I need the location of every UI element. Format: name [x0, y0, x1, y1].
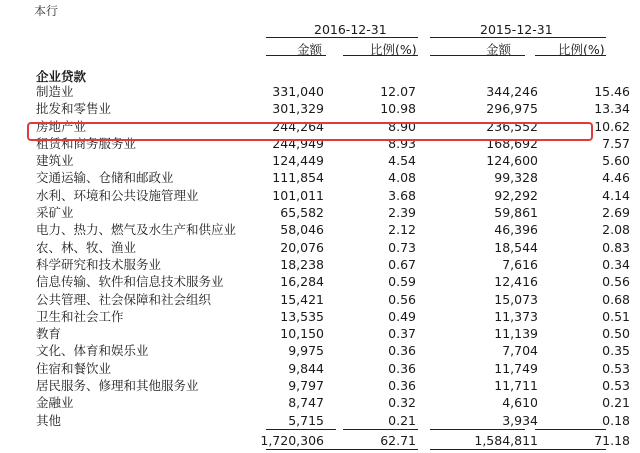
amount-2016: 10,150 — [280, 326, 324, 342]
ratio-2015: 0.21 — [602, 395, 630, 411]
amount-2015: 59,861 — [494, 205, 538, 221]
amount-2016: 18,238 — [280, 256, 324, 272]
period-2015-rule — [430, 37, 606, 38]
total-bottom-rule — [266, 449, 418, 450]
industry-name: 居民服务、修理和其他服务业 — [36, 378, 199, 394]
subheader-rule — [266, 55, 326, 56]
unit-label: 本行 — [34, 4, 59, 18]
total-row — [0, 432, 640, 449]
amount-2016: 111,854 — [272, 170, 324, 186]
amount-2015: 3,934 — [502, 412, 538, 428]
ratio-2016: 10.98 — [380, 101, 416, 117]
amount-2015-header: 金额 — [486, 42, 512, 57]
amount-2015: 7,704 — [502, 343, 538, 359]
amount-2015: 4,610 — [502, 395, 538, 411]
ratio-2016: 0.32 — [388, 395, 416, 411]
industry-name: 住宿和餐饮业 — [36, 360, 112, 376]
ratio-2016: 0.73 — [388, 239, 416, 255]
subheader-rule — [430, 55, 525, 56]
amount-2016: 244,949 — [272, 135, 324, 151]
ratio-2015: 0.35 — [602, 343, 630, 359]
table-row — [0, 187, 640, 204]
ratio-2015: 0.56 — [602, 274, 630, 290]
ratio-2016: 8.93 — [388, 135, 416, 151]
total-rule — [343, 429, 418, 430]
amount-2016: 65,582 — [280, 205, 324, 221]
amount-2016: 9,844 — [288, 360, 324, 376]
ratio-2015: 10.62 — [594, 118, 630, 134]
table-row — [0, 360, 640, 377]
table-row — [0, 273, 640, 290]
ratio-2016: 2.39 — [388, 205, 416, 221]
industry-name: 批发和零售业 — [36, 101, 112, 117]
table-row — [0, 377, 640, 394]
ratio-2015: 15.46 — [594, 84, 630, 99]
section-title: 企业贷款 — [36, 69, 87, 84]
ratio-2016: 4.08 — [388, 170, 416, 186]
amount-2016: 124,449 — [272, 153, 324, 169]
amount-2016: 301,329 — [272, 101, 324, 117]
amount-2015: 12,416 — [494, 274, 538, 290]
ratio-2015: 0.34 — [602, 256, 630, 272]
amount-2015: 11,749 — [494, 360, 538, 376]
industry-name: 文化、体育和娱乐业 — [36, 343, 149, 359]
period-2015-header: 2015-12-31 — [480, 22, 553, 37]
industry-name: 信息传输、软件和信息技术服务业 — [36, 274, 224, 290]
total-bottom-rule — [430, 449, 606, 450]
table-row — [0, 412, 640, 429]
subheader-rule — [343, 55, 418, 56]
ratio-2016: 0.36 — [388, 343, 416, 359]
ratio-2015: 2.69 — [602, 205, 630, 221]
ratio-2015: 0.18 — [602, 412, 630, 428]
total-rule — [266, 429, 336, 430]
highlight-box — [27, 122, 593, 141]
amount-2015: 11,373 — [494, 308, 538, 324]
industry-name: 制造业 — [36, 84, 74, 99]
ratio-2016: 0.67 — [388, 256, 416, 272]
ratio-2016: 0.56 — [388, 291, 416, 307]
ratio-2015: 0.53 — [602, 360, 630, 376]
total-rule — [430, 429, 525, 430]
industry-name: 建筑业 — [36, 153, 74, 169]
ratio-2016: 12.07 — [380, 84, 416, 99]
amount-2015: 99,328 — [494, 170, 538, 186]
amount-2016: 15,421 — [280, 291, 324, 307]
table-row — [0, 256, 640, 273]
ratio-2015: 4.14 — [602, 187, 630, 203]
industry-name: 租赁和商务服务业 — [36, 135, 137, 151]
amount-2015: 7,616 — [502, 256, 538, 272]
ratio-2016-header: 比例(%) — [370, 42, 417, 57]
ratio-2015: 2.08 — [602, 222, 630, 238]
ratio-2016: 2.12 — [388, 222, 416, 238]
table-row — [0, 342, 640, 359]
table-row — [0, 221, 640, 238]
ratio-2016: 3.68 — [388, 187, 416, 203]
ratio-2015: 0.53 — [602, 378, 630, 394]
amount-2016: 9,975 — [288, 343, 324, 359]
period-2016-header: 2016-12-31 — [314, 22, 387, 37]
industry-name: 水利、环境和公共设施管理业 — [36, 187, 199, 203]
amount-2015: 11,711 — [494, 378, 538, 394]
amount-2016: 58,046 — [280, 222, 324, 238]
ratio-2015: 0.68 — [602, 291, 630, 307]
ratio-2016: 0.36 — [388, 360, 416, 376]
amount-2016: 9,797 — [288, 378, 324, 394]
amount-2016: 13,535 — [280, 308, 324, 324]
amount-2016-header: 金额 — [297, 42, 323, 57]
ratio-2015: 13.34 — [594, 101, 630, 117]
industry-name: 卫生和社会工作 — [36, 308, 124, 324]
table-row — [0, 239, 640, 256]
subheader-rule — [535, 55, 606, 56]
ratio-2015: 0.83 — [602, 239, 630, 255]
amount-2016: 20,076 — [280, 239, 324, 255]
table-row — [0, 204, 640, 221]
industry-name: 公共管理、社会保障和社会组织 — [36, 291, 212, 307]
industry-name: 科学研究和技术服务业 — [36, 256, 162, 272]
amount-2015: 296,975 — [486, 101, 538, 117]
industry-name: 农、林、牧、渔业 — [36, 239, 137, 255]
industry-name: 教育 — [36, 326, 62, 342]
period-2016-rule — [266, 37, 418, 38]
table-row — [0, 169, 640, 186]
amount-2015: 15,073 — [494, 291, 538, 307]
amount-2015: 11,139 — [494, 326, 538, 342]
total-ratio-2016: 62.71 — [380, 433, 416, 448]
amount-2015: 168,692 — [486, 135, 538, 151]
ratio-2015: 5.60 — [602, 153, 630, 169]
amount-2015: 236,552 — [486, 118, 538, 134]
industry-name: 采矿业 — [36, 205, 74, 221]
amount-2015: 46,396 — [494, 222, 538, 238]
ratio-2016: 4.54 — [388, 153, 416, 169]
total-amount-2015: 1,584,811 — [474, 433, 538, 448]
ratio-2015: 7.57 — [602, 135, 630, 151]
ratio-2016: 0.37 — [388, 326, 416, 342]
ratio-2016: 0.21 — [388, 412, 416, 428]
table-row — [0, 325, 640, 342]
table-row — [0, 152, 640, 169]
table-row — [0, 83, 640, 100]
industry-name: 金融业 — [36, 395, 74, 411]
amount-2016: 5,715 — [288, 412, 324, 428]
table-row — [0, 291, 640, 308]
total-rule — [535, 429, 606, 430]
total-ratio-2015: 71.18 — [594, 433, 630, 448]
amount-2016: 244,264 — [272, 118, 324, 134]
ratio-2016: 0.49 — [388, 308, 416, 324]
table-row — [0, 308, 640, 325]
ratio-2015: 0.51 — [602, 308, 630, 324]
ratio-2015-header: 比例(%) — [558, 42, 605, 57]
amount-2016: 16,284 — [280, 274, 324, 290]
amount-2016: 331,040 — [272, 84, 324, 99]
industry-name: 其他 — [36, 412, 62, 428]
ratio-2016: 0.59 — [388, 274, 416, 290]
table-row — [0, 100, 640, 117]
amount-2016: 8,747 — [288, 395, 324, 411]
industry-name: 电力、热力、燃气及水生产和供应业 — [36, 222, 237, 238]
amount-2016: 101,011 — [272, 187, 324, 203]
ratio-2015: 0.50 — [602, 326, 630, 342]
amount-2015: 18,544 — [494, 239, 538, 255]
total-amount-2016: 1,720,306 — [260, 433, 324, 448]
ratio-2016: 0.36 — [388, 378, 416, 394]
industry-name: 房地产业 — [36, 118, 87, 134]
table-row — [0, 394, 640, 411]
amount-2015: 124,600 — [486, 153, 538, 169]
ratio-2015: 4.46 — [602, 170, 630, 186]
amount-2015: 344,246 — [486, 84, 538, 99]
amount-2015: 92,292 — [494, 187, 538, 203]
industry-name: 交通运输、仓储和邮政业 — [36, 170, 174, 186]
ratio-2016: 8.90 — [388, 118, 416, 134]
